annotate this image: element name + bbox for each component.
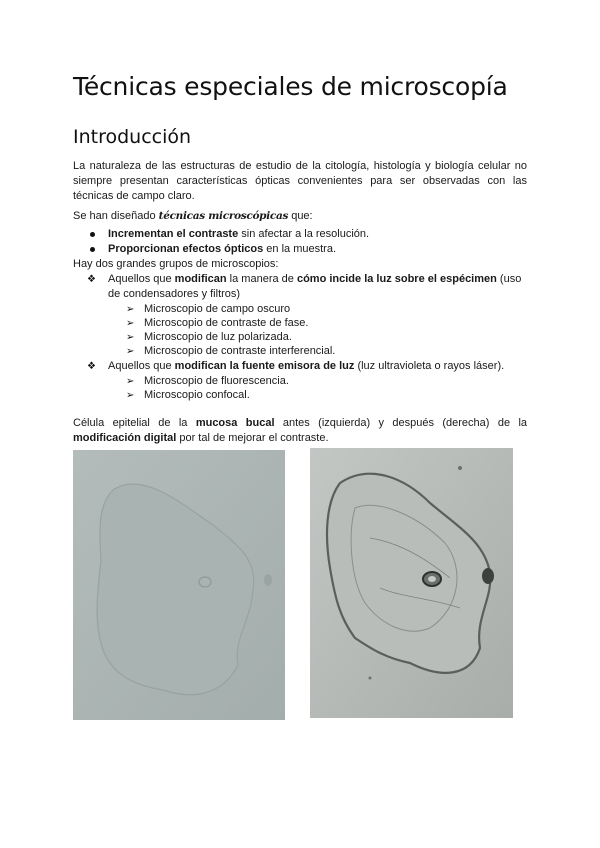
figure-caption: Célula epitelial de la mucosa bucal antes (izquierda) y después (derecha) de la modificación digital por tal de mejorar el contraste.	[73, 417, 527, 444]
bullet-dot-icon	[90, 247, 95, 252]
cell-image-before	[73, 450, 285, 720]
arrow-bullet-icon: ➢	[126, 304, 135, 315]
diamond-bullet-icon: ❖	[87, 274, 96, 285]
designed-line: Se han diseñado técnicas microscópicas que:	[73, 210, 313, 222]
cell-image-after	[310, 448, 513, 718]
intro-paragraph: La naturaleza de las estructuras de estudio de la citología, histología y biología celular no siempre presentan características ópticas convenientes para ser observadas con las técnicas de campo claro.	[73, 160, 527, 202]
arrow-bullet-icon: ➢	[126, 376, 135, 387]
section-heading: Introducción	[73, 126, 192, 148]
arrow-bullet-icon: ➢	[126, 318, 135, 329]
diamond-bullet-icon: ❖	[87, 361, 96, 372]
emphasis-text: técnicas microscópicas	[158, 210, 289, 222]
bullet-dot-icon	[90, 232, 95, 237]
arrow-bullet-icon: ➢	[126, 346, 135, 357]
page-title: Técnicas especiales de microscopía	[73, 72, 508, 101]
arrow-bullet-icon: ➢	[126, 332, 135, 343]
groups-intro: Hay dos grandes grupos de microscopios:	[73, 258, 279, 270]
group1-line2: de condensadores y filtros)	[108, 288, 241, 300]
arrow-bullet-icon: ➢	[126, 390, 135, 401]
